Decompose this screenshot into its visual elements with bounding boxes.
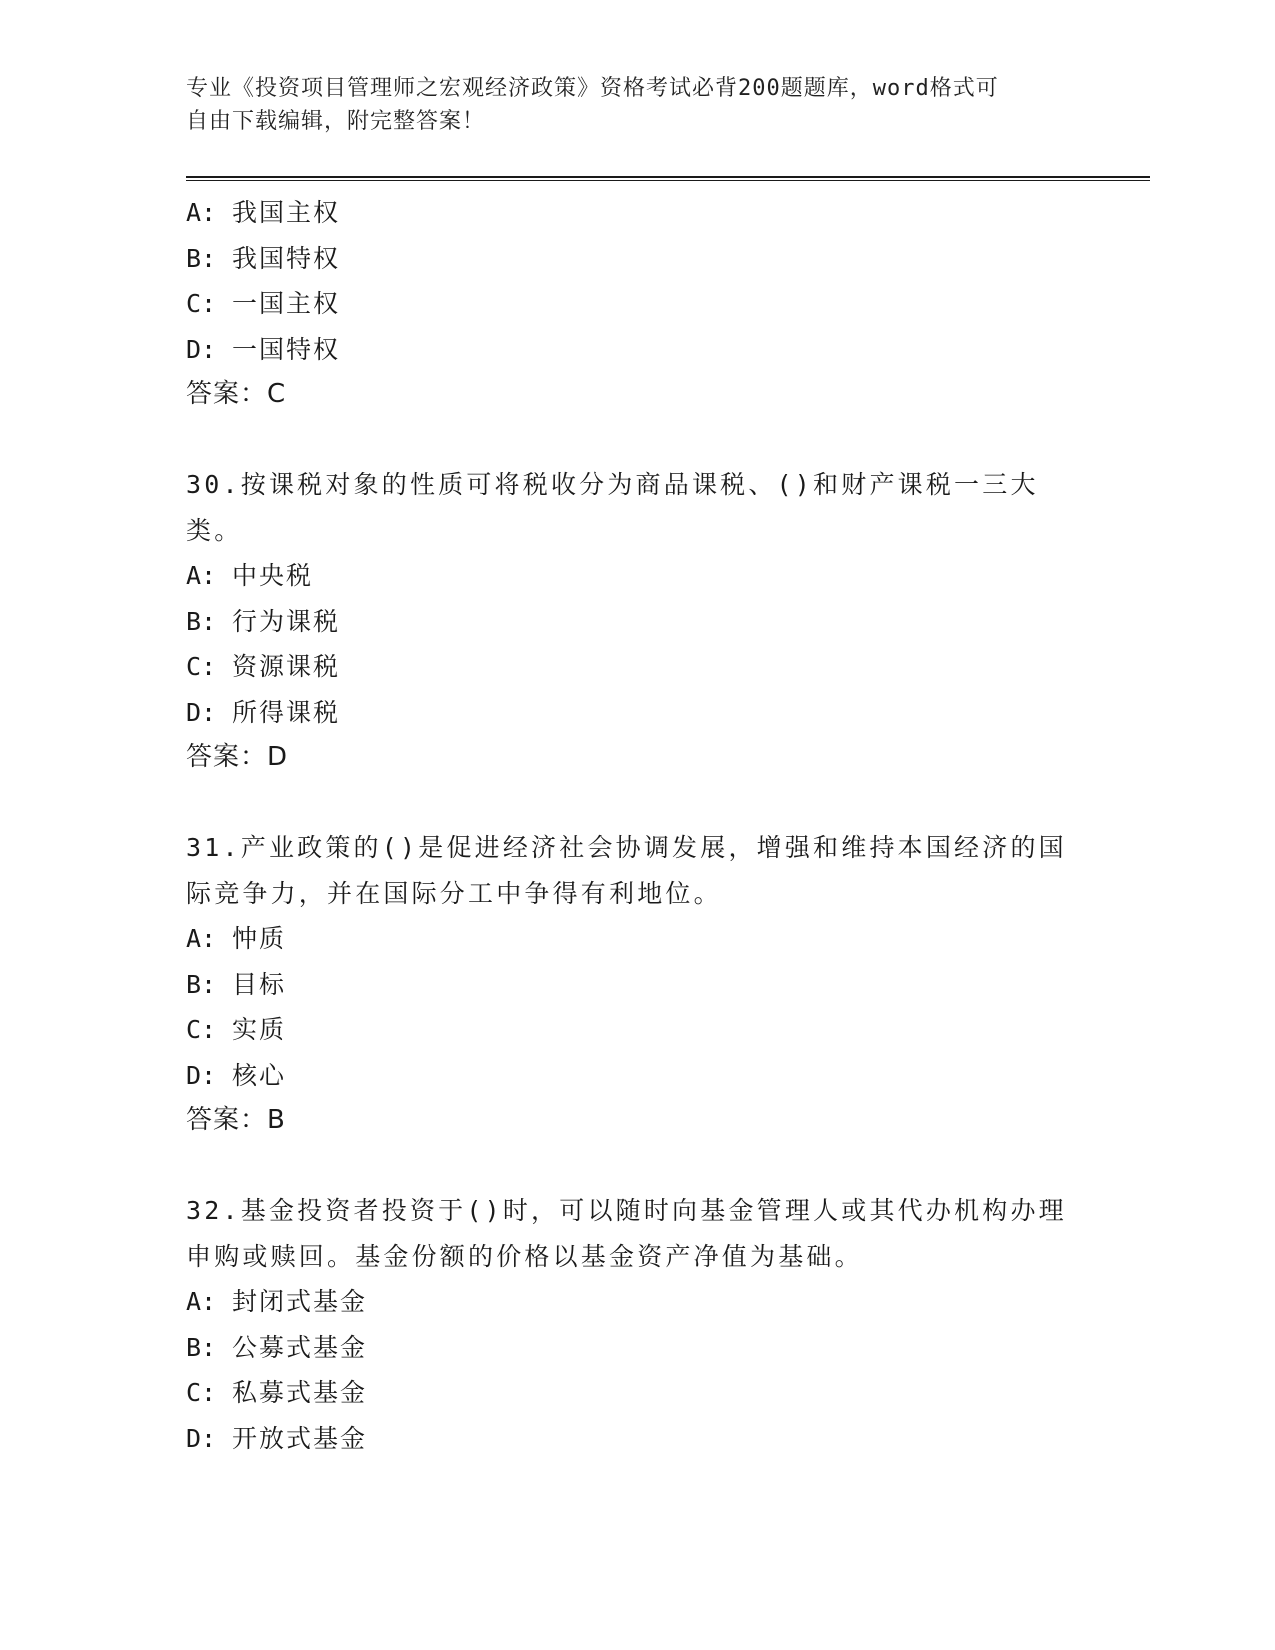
question-text: 32.基金投资者投资于()时，可以随时向基金管理人或其代办机构办理申购或赎回。基金份额的价格以基金资产净值为基础。 (186, 1196, 1067, 1271)
question-block (186, 462, 1086, 780)
question-text: 30.按课税对象的性质可将税收分为商品课税、()和财产课税一三大类。 (186, 470, 1039, 545)
header-line-1: 专业《投资项目管理师之宏观经济政策》资格考试必背200题题库，word格式可 (186, 76, 999, 101)
option-d: D: 所得课税 (186, 697, 341, 727)
question-list (186, 190, 1086, 1461)
option-a: A: 中央税 (186, 561, 314, 590)
option-d: D: 核心 (186, 1060, 287, 1090)
option-a: A: 忡质 (186, 924, 287, 953)
page-header (186, 72, 1066, 138)
option-d: D: 一国特权 (186, 334, 341, 364)
option-b: B: 公募式基金 (186, 1332, 368, 1362)
answer-line: 答案：D (186, 742, 289, 772)
question-block (186, 1188, 1086, 1461)
answer-line: 答案：C (186, 379, 287, 409)
question-block (186, 825, 1086, 1143)
option-d: D: 开放式基金 (186, 1423, 368, 1453)
header-divider (186, 176, 1150, 181)
option-b: B: 目标 (186, 969, 287, 999)
option-b: B: 行为课税 (186, 606, 341, 636)
question-text: 31.产业政策的()是促进经济社会协调发展，增强和维持本国经济的国际竞争力，并在国际分工中争得有利地位。 (186, 833, 1067, 908)
option-b: B: 我国特权 (186, 243, 341, 273)
option-a: A: 我国主权 (186, 198, 341, 227)
option-a: A: 封闭式基金 (186, 1287, 368, 1316)
option-c: C: 资源课税 (186, 652, 341, 681)
header-line-2: 自由下载编辑，附完整答案！ (186, 109, 486, 134)
question-block (186, 190, 1086, 417)
option-c: C: 一国主权 (186, 289, 341, 318)
answer-line: 答案：B (186, 1105, 286, 1135)
option-c: C: 私募式基金 (186, 1378, 368, 1407)
option-c: C: 实质 (186, 1015, 287, 1044)
